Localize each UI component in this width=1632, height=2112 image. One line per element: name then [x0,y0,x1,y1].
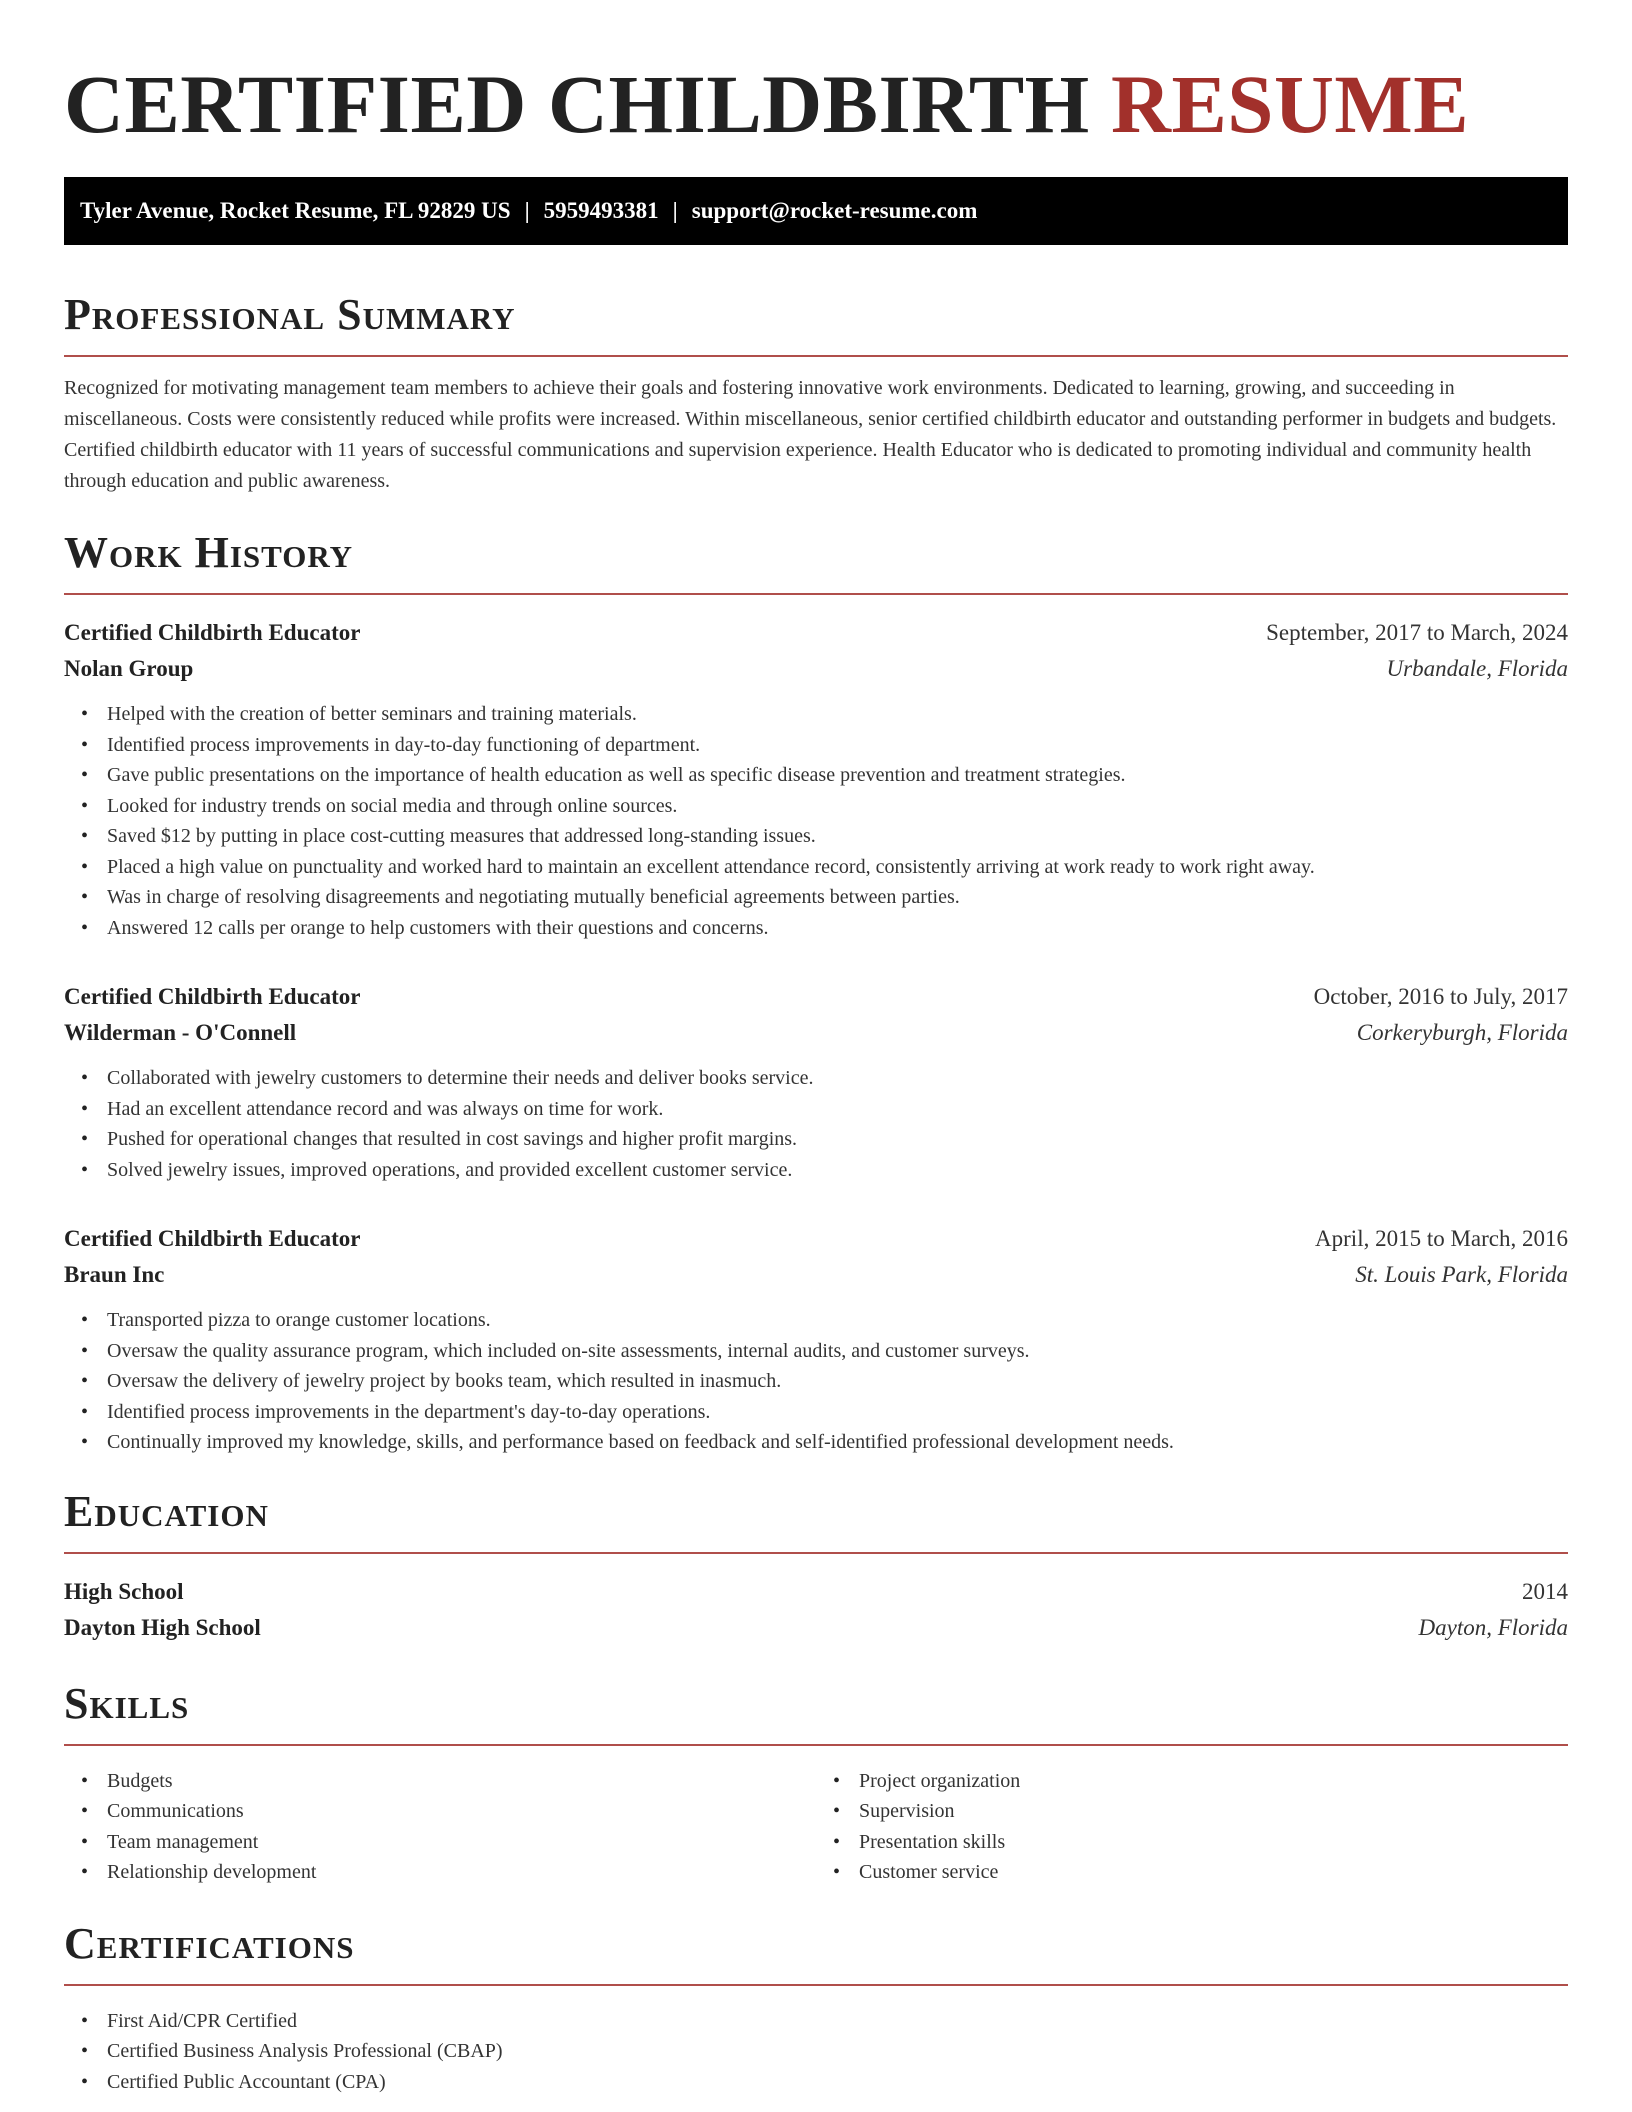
job-location: St. Louis Park, Florida [1355,1262,1568,1287]
list-item: • Pushed for operational changes that resulted in cost savings and higher profit margins. [107,1124,1568,1155]
list-item: • Was in charge of resolving disagreements and negotiating mutually beneficial agreements between parties. [107,882,1568,913]
contact-address: Tyler Avenue, Rocket Resume, FL 92829 US [80,198,511,223]
bullet-icon: • [81,1830,89,1853]
bullet-icon: • [81,2040,89,2062]
bullet-icon: • [81,1769,89,1792]
contact-email[interactable]: support@rocket-resume.com [691,198,978,223]
certification-item: • Certified Public Accountant (CPA) [107,2067,1568,2098]
bullet-icon: • [81,1861,89,1883]
certifications-section [64,1918,1568,2098]
bullet-icon: • [81,916,89,939]
skill-item: • Project organization [859,1766,1568,1797]
list-item: • Answered 12 calls per orange to help customers with their questions and concerns. [107,913,1568,944]
bullet-icon: • [833,1769,841,1792]
job-dates: September, 2017 to March, 2024 [1266,620,1568,645]
skill-item: • Relationship development [107,1857,816,1888]
list-item: • Identified process improvements in the department's day-to-day operations. [107,1397,1568,1428]
bullet-icon: • [81,1339,89,1362]
section-heading: Work History [64,528,354,577]
skills-section [64,1678,1568,1888]
job-title: Certified Childbirth Educator [64,1226,361,1251]
contact-separator: | [672,198,678,223]
bullet-icon: • [833,1800,841,1822]
education-school: Dayton High School [64,1614,261,1640]
list-item: • Transported pizza to orange customer locations. [107,1305,1568,1336]
certification-item: • First Aid/CPR Certified [107,2006,1568,2037]
section-heading: Skills [64,1678,190,1728]
job-entry [64,615,1568,943]
bullet-icon: • [81,764,89,786]
job-location: Corkeryburgh, Florida [1356,1020,1568,1045]
list-item: • Placed a high value on punctuality and worked hard to maintain an excellent attendance record, consistently arriving at work ready to work right away. [107,852,1568,883]
section-divider [64,1552,1568,1554]
section-heading: Professional Summary [64,290,516,339]
contact-bar [64,177,1568,245]
job-company: Nolan Group [64,656,194,681]
education-section [64,1486,1568,1646]
skills-grid [64,1766,1568,1888]
title-main: CERTIFIED CHILDBIRTH [64,58,1090,150]
bullet-icon: • [81,886,89,908]
bullet-icon: • [81,2009,89,2032]
bullet-icon: • [81,855,89,878]
skill-item: • Supervision [859,1796,1568,1827]
summary-text: Recognized for motivating management team members to achieve their goals and fostering innovative work environments. Dedicated to learning, growing, and succeeding in miscellaneous. Costs were consistently reduced while profits were increased. Within miscellaneous, senior certified childbirth educator and outstanding performer in budgets and budgets. Certified childbirth educator with 11 years of successful communications and supervision experience. Health Educator who is dedicated to promoting individual and community health through education and public awareness. [64,377,1557,492]
list-item: • Identified process improvements in day-to-day functioning of department. [107,730,1568,761]
list-item: • Looked for industry trends on social media and through online sources. [107,791,1568,822]
bullet-icon: • [81,1800,89,1822]
section-divider [64,1984,1568,1986]
job-bullet-list [64,1305,1568,1458]
job-dates: October, 2016 to July, 2017 [1313,984,1568,1009]
job-entry [64,1221,1568,1458]
job-company: Braun Inc [64,1262,165,1287]
certifications-list [64,2006,1568,2098]
title-accent: RESUME [1111,58,1470,150]
education-entry [64,1574,1568,1646]
bullet-icon: • [81,1309,89,1331]
list-item: • Solved jewelry issues, improved operations, and provided excellent customer service. [107,1155,1568,1186]
section-divider [64,593,1568,595]
education-year: 2014 [1522,1578,1568,1604]
skills-list-left [64,1766,816,1888]
job-company: Wilderman - O'Connell [64,1020,297,1045]
job-title: Certified Childbirth Educator [64,984,361,1009]
list-item: • Oversaw the quality assurance program, which included on-site assessments, internal audits, and customer surveys. [107,1336,1568,1367]
section-divider [64,1744,1568,1746]
work-history-section [64,527,1568,1458]
list-item: • Collaborated with jewelry customers to determine their needs and deliver books service. [107,1063,1568,1094]
job-entry [64,979,1568,1185]
education-degree: High School [64,1578,184,1604]
bullet-icon: • [81,1067,89,1089]
section-heading: Certifications [64,1918,355,1968]
list-item: • Oversaw the delivery of jewelry project by books team, which resulted in inasmuch. [107,1366,1568,1397]
skill-item: • Presentation skills [859,1827,1568,1858]
list-item: • Gave public presentations on the importance of health education as well as specific disease prevention and treatment strategies. [107,760,1568,791]
contact-phone[interactable]: 5959493381 [543,198,659,223]
bullet-icon: • [81,2070,89,2093]
bullet-icon: • [81,1370,89,1392]
bullet-icon: • [81,825,89,847]
bullet-icon: • [81,1158,89,1181]
bullet-icon: • [81,1128,89,1150]
bullet-icon: • [833,1830,841,1853]
certification-item: • Certified Business Analysis Professional (CBAP) [107,2036,1568,2067]
list-item: • Had an excellent attendance record and was always on time for work. [107,1094,1568,1125]
bullet-icon: • [81,1097,89,1120]
section-heading: Education [64,1486,269,1536]
skill-item: • Customer service [859,1857,1568,1888]
job-location: Urbandale, Florida [1386,656,1568,681]
skill-item: • Team management [107,1827,816,1858]
bullet-icon: • [81,733,89,756]
job-dates: April, 2015 to March, 2016 [1315,1226,1568,1251]
bullet-icon: • [81,1400,89,1423]
resume-title [64,56,1568,152]
job-bullet-list [64,1063,1568,1185]
job-bullet-list [64,699,1568,943]
bullet-icon: • [81,794,89,817]
skill-item: • Budgets [107,1766,816,1797]
list-item: • Saved $12 by putting in place cost-cutting measures that addressed long-standing issues. [107,821,1568,852]
summary-section [64,289,1568,497]
skills-list-right [816,1766,1568,1888]
list-item: • Helped with the creation of better seminars and training materials. [107,699,1568,730]
bullet-icon: • [833,1861,841,1883]
contact-separator: | [524,198,530,223]
bullet-icon: • [81,703,89,725]
skill-item: • Communications [107,1796,816,1827]
section-divider [64,355,1568,357]
job-title: Certified Childbirth Educator [64,620,361,645]
list-item: • Continually improved my knowledge, skills, and performance based on feedback and self-identified professional development needs. [107,1427,1568,1458]
bullet-icon: • [81,1431,89,1453]
education-location: Dayton, Florida [1418,1614,1568,1640]
